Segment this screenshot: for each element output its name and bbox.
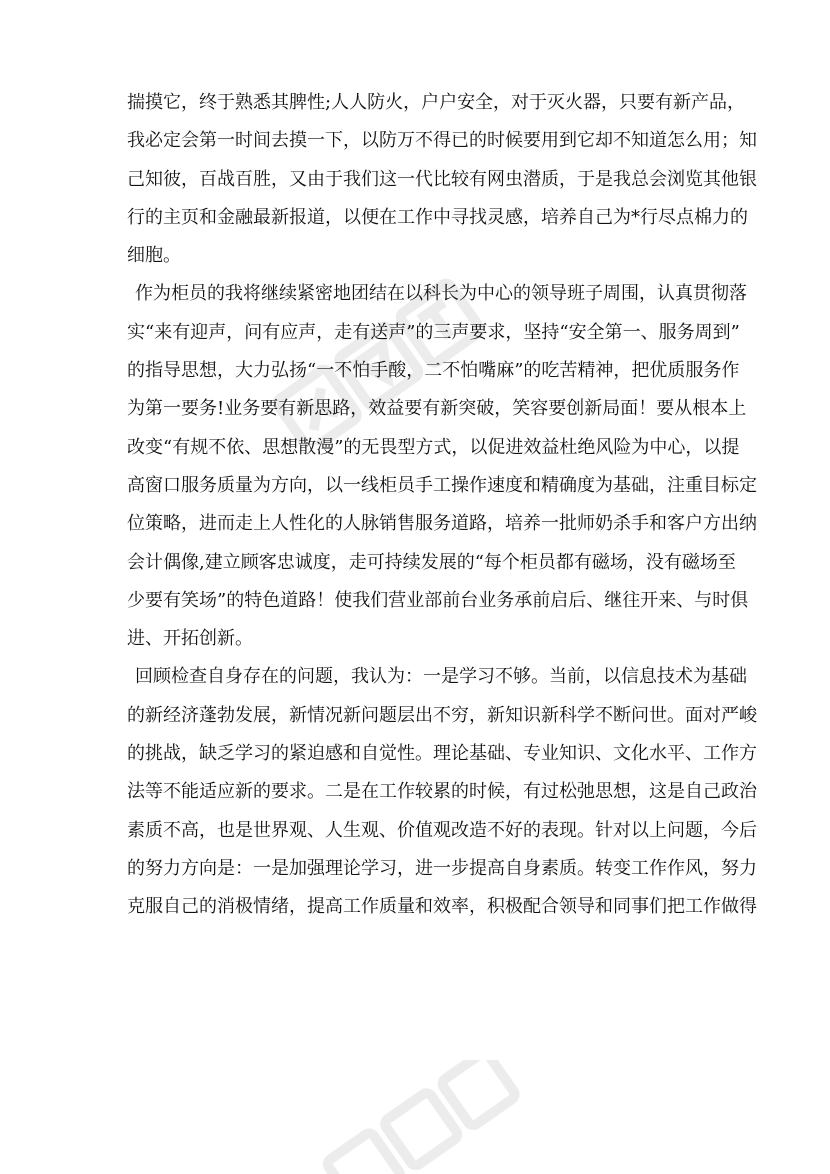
- text-line: 高窗口服务质量为方向，以一线柜员手工操作速度和精确度为基础，注重目标定: [127, 474, 757, 496]
- text-line: 的努力方向是：一是加强理论学习，进一步提高自身素质。转变工作作风，努力: [127, 857, 757, 879]
- text-line: 作为柜员的我将继续紧密地团结在以科长为中心的领导班子周围，认真贯彻落: [135, 283, 747, 305]
- text-line: 的指导思想，大力弘扬“一不怕手酸，二不怕嘴麻”的吃苦精神，把优质服务作: [127, 360, 740, 382]
- text-line: 的挑战，缺乏学习的紧迫感和自觉性。理论基础、专业知识、文化水平、工作方: [127, 743, 757, 765]
- document-body: [127, 84, 757, 927]
- text-line: 的新经济蓬勃发展，新情况新问题层出不穷，新知识新科学不断问世。面对严峻: [127, 704, 757, 726]
- text-line: 改变“有规不依、思想散漫”的无畏型方式，以促进效益杜绝风险为中心，以提: [127, 436, 740, 458]
- text-line: 己知彼，百战百胜，又由于我们这一代比较有网虫潜质，于是我总会浏览其他银: [127, 168, 757, 190]
- text-line: 为第一要务!业务要有新思路，效益要有新突破，笑容要创新局面！要从根本上: [127, 398, 747, 420]
- text-line: 实“来有迎声，问有应声，走有送声”的三声要求，坚持“安全第一、服务周到”: [127, 321, 740, 343]
- text-line: 回顾检查自身存在的问题，我认为：一是学习不够。当前，以信息技术为基础: [135, 666, 747, 688]
- text-line: 进、开拓创新。: [127, 628, 253, 650]
- text-line: 克服自己的消极情绪，提高工作质量和效率，积极配合领导和同事们把工作做得: [127, 896, 757, 918]
- text-line: 素质不高，也是世界观、人生观、价值观改造不好的表现。针对以上问题，今后: [127, 819, 757, 841]
- text-line: 我必定会第一时间去摸一下，以防万不得已的时候要用到它却不知道怎么用；知: [127, 130, 757, 152]
- text-line: 少要有笑场”的特色道路！使我们营业部前台业务承前启后、继往开来、与时俱: [127, 589, 749, 611]
- text-line: 位策略，进而走上人性化的人脉销售服务道路，培养一批师奶杀手和客户方出纳: [127, 513, 757, 535]
- text-line: 揣摸它，终于熟悉其脾性;人人防火，户户安全，对于灭火器，只要有新产品，: [127, 92, 746, 113]
- text-line: 法等不能适应新的要求。二是在工作较累的时候，有过松弛思想，这是自己政治: [127, 781, 757, 803]
- text-line: 会计偶像,建立顾客忠诚度，走可持续发展的“每个柜员都有磁场，没有磁场至: [127, 551, 736, 573]
- watermark-logo-bottom: [300, 1060, 560, 1174]
- paragraph-3: [127, 658, 757, 926]
- paragraph-1: [127, 84, 757, 275]
- text-line: 细胞。: [127, 245, 181, 267]
- text-line: 行的主页和金融最新报道，以便在工作中寻找灵感，培养自己为*行尽点棉力的: [127, 206, 748, 228]
- paragraph-2: [127, 275, 757, 658]
